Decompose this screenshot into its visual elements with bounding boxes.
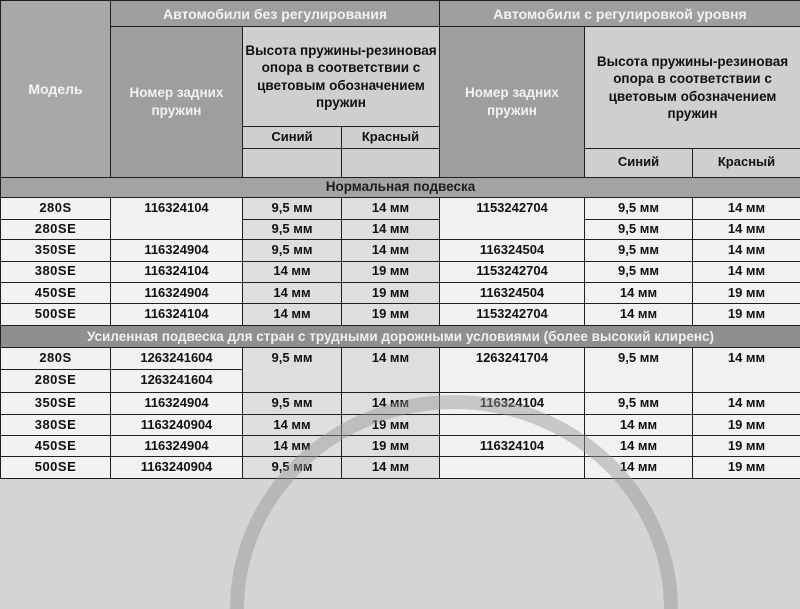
- cell-blue-2: 9,5 мм: [585, 392, 693, 414]
- cell-blue-1: 9,5 мм: [243, 392, 342, 414]
- row-model: 450SE: [1, 436, 111, 457]
- row-model: 500SE: [1, 457, 111, 479]
- header-spring-height-1: Высота пружины-резиновая опора в соответствии с цветовым обозначением пружин: [243, 27, 440, 126]
- cell-blue-2: 9,5 мм: [585, 220, 693, 240]
- cell-red-1: 19 мм: [342, 304, 440, 325]
- cell-red-1: 14 мм: [342, 457, 440, 479]
- header-group-level-regulation: Автомобили с регулировкой уровня: [440, 1, 800, 27]
- cell-blue-1: 9,5 мм: [243, 197, 342, 219]
- header-blue-1: Синий: [243, 126, 342, 148]
- cell-red-2: 19 мм: [693, 436, 800, 457]
- cell-blue-2: 14 мм: [585, 457, 693, 479]
- row-model: 350SE: [1, 240, 111, 261]
- cell-spring-number-1: 1163240904: [111, 414, 243, 435]
- cell-spring-number-1: 116324104: [111, 261, 243, 282]
- header-model: Модель: [1, 1, 111, 178]
- row-model: 280SE: [1, 370, 111, 392]
- row-model: 380SE: [1, 261, 111, 282]
- cell-blue-1: 14 мм: [243, 261, 342, 282]
- cell-spring-number-1: 116324104: [111, 304, 243, 325]
- cell-red-2: 19 мм: [693, 283, 800, 304]
- header-spring-number-2: Номер задних пружин: [440, 27, 585, 177]
- header-blue-2: Синий: [585, 149, 693, 177]
- cell-spring-number-2: 116324104: [440, 392, 585, 414]
- row-model: 350SE: [1, 392, 111, 414]
- cell-blue-1: 14 мм: [243, 414, 342, 435]
- cell-red-1: 14 мм: [342, 220, 440, 240]
- cell-red-2: 14 мм: [693, 347, 800, 392]
- cell-red-2: 14 мм: [693, 197, 800, 219]
- cell-blue-2: 14 мм: [585, 436, 693, 457]
- row-model: 500SE: [1, 304, 111, 325]
- cell-red-2: 14 мм: [693, 220, 800, 240]
- cell-blue-1: 14 мм: [243, 283, 342, 304]
- cell-spring-number-1: 1263241604: [111, 370, 243, 392]
- cell-blue-1: 14 мм: [243, 304, 342, 325]
- cell-red-2: 14 мм: [693, 240, 800, 261]
- cell-spring-number-2: 1153242704: [440, 261, 585, 282]
- cell-spring-number-2: [440, 457, 585, 479]
- cell-blue-1: 14 мм: [243, 436, 342, 457]
- cell-blue-2: 14 мм: [585, 414, 693, 435]
- cell-red-1: 19 мм: [342, 283, 440, 304]
- cell-spring-number-1: 116324904: [111, 240, 243, 261]
- cell-red-2: 19 мм: [693, 304, 800, 325]
- cell-spring-number-2: 1153242704: [440, 197, 585, 240]
- cell-spring-number-2: 116324504: [440, 240, 585, 261]
- section-title-normal: Нормальная подвеска: [1, 177, 800, 197]
- row-model: 280S: [1, 347, 111, 369]
- cell-blue-2: 14 мм: [585, 283, 693, 304]
- cell-blue-2: 9,5 мм: [585, 261, 693, 282]
- cell-red-1: 14 мм: [342, 240, 440, 261]
- cell-blue-1: 9,5 мм: [243, 347, 342, 392]
- row-model: 380SE: [1, 414, 111, 435]
- cell-blue-2: 9,5 мм: [585, 197, 693, 219]
- cell-red-1: 19 мм: [342, 436, 440, 457]
- cell-spring-number-1: 1263241604: [111, 347, 243, 369]
- cell-spring-number-2: 116324504: [440, 283, 585, 304]
- row-model: 450SE: [1, 283, 111, 304]
- cell-red-1: 14 мм: [342, 347, 440, 392]
- row-model: 280S: [1, 197, 111, 219]
- header-group-no-regulation: Автомобили без регулирования: [111, 1, 440, 27]
- cell-spring-number-1: 1163240904: [111, 457, 243, 479]
- section-title-reinforced: Усиленная подвеска для стран с трудными дорожными условиями (более высокий клиренс): [1, 325, 800, 347]
- cell-red-2: 14 мм: [693, 261, 800, 282]
- row-model: 280SE: [1, 220, 111, 240]
- cell-spring-number-2: 1153242704: [440, 304, 585, 325]
- cell-spring-number-2: 1263241704: [440, 347, 585, 392]
- cell-spring-number-2: [440, 414, 585, 435]
- cell-red-1: 19 мм: [342, 261, 440, 282]
- cell-red-2: 19 мм: [693, 414, 800, 435]
- header-spring-number-1: Номер задних пружин: [111, 27, 243, 177]
- cell-red-2: 19 мм: [693, 457, 800, 479]
- cell-red-1: 19 мм: [342, 414, 440, 435]
- cell-blue-1: 9,5 мм: [243, 457, 342, 479]
- header-red-2: Красный: [693, 149, 800, 177]
- cell-red-2: 14 мм: [693, 392, 800, 414]
- cell-red-1: 14 мм: [342, 197, 440, 219]
- cell-blue-2: 9,5 мм: [585, 347, 693, 392]
- cell-spring-number-1: 116324904: [111, 283, 243, 304]
- cell-spring-number-1: 116324104: [111, 197, 243, 240]
- header-red-1: Красный: [342, 126, 440, 148]
- header-spring-height-2: Высота пружины-резиновая опора в соответствии с цветовым обозначением пружин: [585, 27, 800, 149]
- cell-spring-number-1: 116324904: [111, 436, 243, 457]
- cell-spring-number-1: 116324904: [111, 392, 243, 414]
- header-filler-2: [342, 149, 440, 177]
- cell-red-1: 14 мм: [342, 392, 440, 414]
- cell-blue-2: 9,5 мм: [585, 240, 693, 261]
- cell-blue-1: 9,5 мм: [243, 240, 342, 261]
- header-filler-1: [243, 149, 342, 177]
- cell-blue-1: 9,5 мм: [243, 220, 342, 240]
- cell-blue-2: 14 мм: [585, 304, 693, 325]
- cell-spring-number-2: 116324104: [440, 436, 585, 457]
